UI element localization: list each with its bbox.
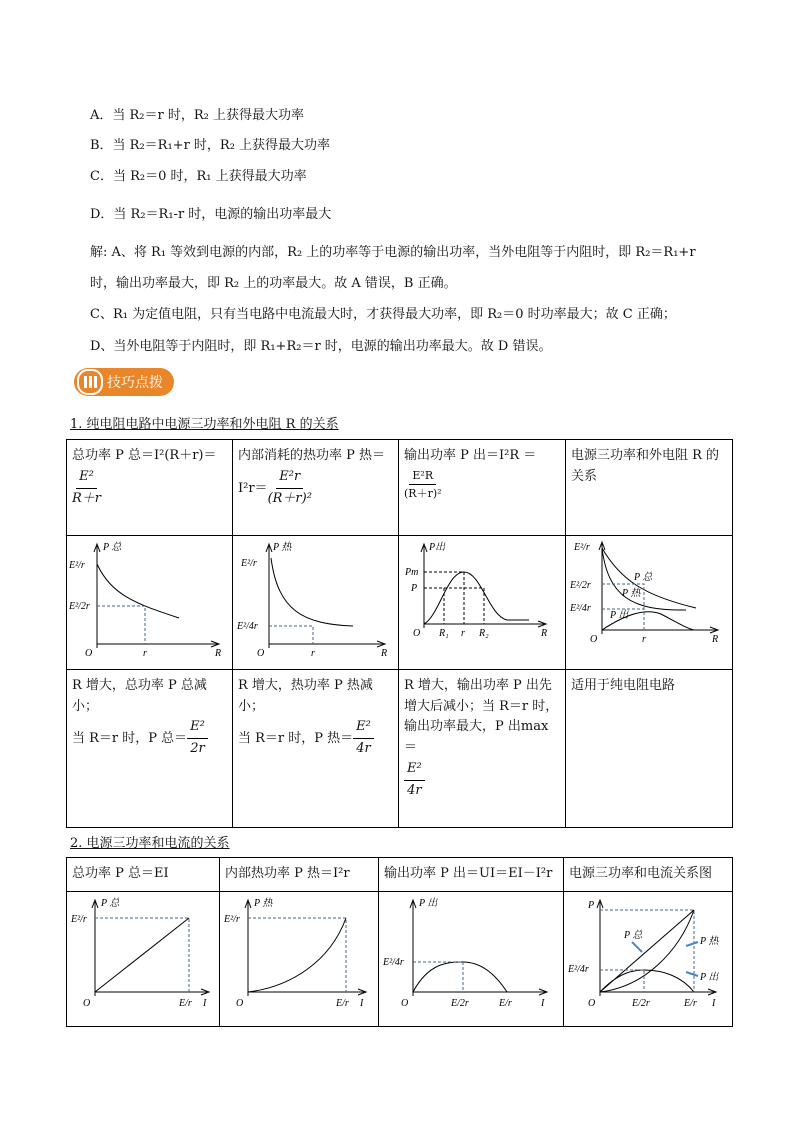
tips-badge	[74, 368, 174, 396]
x-label: R	[541, 628, 548, 639]
tick-label: Pm	[405, 567, 419, 578]
origin-label: O	[83, 997, 91, 1009]
formula-part: E²	[187, 717, 208, 739]
formula	[404, 759, 425, 802]
header-output-power: 输出功率 P 出＝UI＝EI－I²r	[379, 858, 564, 892]
header-heat-power	[233, 440, 399, 536]
formula-part: 2r	[190, 741, 205, 757]
formula	[187, 717, 208, 760]
y-label: P 总	[103, 542, 122, 553]
tick-label: r	[143, 648, 147, 659]
graph-output-power-vs-r	[399, 536, 566, 670]
formula-part: R＋r	[72, 490, 102, 506]
formula-part: E²	[404, 759, 425, 781]
header-text: 总功率 P 总＝I²(R＋r)＝	[72, 448, 217, 463]
graph-three-powers-vs-i	[564, 891, 733, 1026]
tick-label: E²/r	[224, 913, 240, 925]
y-label: P 热	[273, 542, 292, 553]
graph-three-powers-vs-r	[566, 536, 733, 670]
curve-label: P 热	[622, 588, 641, 599]
tick-label: E²/4r	[568, 963, 589, 975]
origin-label: O	[413, 628, 421, 639]
power-resistance-table	[66, 439, 733, 828]
formula	[268, 467, 312, 510]
formula-part: (R＋r)²	[267, 490, 312, 506]
formula-part: E²	[76, 467, 97, 489]
tick-label: E/2r	[451, 997, 469, 1009]
tick-label: R₁	[439, 628, 449, 639]
desc-heat-power	[233, 669, 399, 827]
tick-label: E²/r	[574, 542, 590, 553]
x-label: R	[215, 648, 222, 659]
desc-total-power	[67, 669, 233, 827]
tick-label: E/r	[336, 997, 349, 1009]
curve-label: P 总	[634, 572, 653, 583]
solution-line: 解: A、将 R₁ 等效到电源的内部，R₂ 上的功率等于电源的输出功率，当外电阻等于内阻时，即 R₂＝R₁+r	[90, 245, 696, 260]
curve-label: P 热	[700, 935, 719, 947]
formula-prefix: I²r＝	[238, 480, 268, 496]
header-relation: 电源三功率和电流关系图	[564, 858, 733, 892]
solution-line: D、当外电阻等于内阻时，即 R₁+R₂＝r 时，电源的输出功率最大。故 D 错误。	[90, 339, 552, 354]
tick-label: r	[311, 648, 315, 659]
formula-part: 4r	[407, 782, 422, 798]
graph-heat-power-vs-i	[220, 891, 379, 1026]
header-relation: 电源三功率和外电阻 R 的关系	[566, 440, 733, 536]
formula	[353, 717, 374, 760]
y-label: P 总	[101, 897, 120, 909]
formula-part: (R＋r)²	[404, 487, 442, 501]
tick-label: E/2r	[632, 997, 650, 1009]
formula-part: E²R	[409, 467, 436, 486]
x-label: I	[360, 997, 364, 1009]
origin-label: O	[236, 997, 244, 1009]
x-label: R	[381, 648, 388, 659]
tick-label: E²/4r	[237, 621, 258, 632]
option-d: D．当 R₂＝R₁-r 时，电源的输出功率最大	[90, 207, 332, 222]
tick-label: E²/r	[71, 913, 87, 925]
x-label: I	[541, 997, 545, 1009]
x-label: I	[203, 997, 207, 1009]
origin-label: O	[590, 634, 598, 645]
curve-label: P 总	[624, 929, 643, 941]
desc-output-power	[399, 669, 566, 827]
option-c: C．当 R₂＝0 时，R₁ 上获得最大功率	[90, 169, 307, 184]
header-text: 内部消耗的热功率 P 热＝	[238, 448, 386, 463]
solution-line: 时，输出功率最大，即 R₂ 上的功率最大。故 A 错误，B 正确。	[90, 276, 457, 291]
tick-label: E/r	[179, 997, 192, 1009]
x-label: R	[712, 634, 719, 645]
curve-label: P 出	[700, 971, 719, 983]
desc-text: R 增大，输出功率 P 出先增大后减小；当 R＝r 时，输出功率最大，P 出max＝	[404, 677, 559, 756]
formula	[72, 467, 101, 510]
origin-label: O	[401, 997, 409, 1009]
books-icon	[77, 369, 103, 395]
formula-part: 4r	[356, 741, 371, 757]
desc-relation: 适用于纯电阻电路	[566, 669, 733, 827]
tick-label: E²/2r	[69, 601, 90, 612]
desc-text: 当 R＝r 时，P 热＝	[238, 731, 354, 747]
header-heat-power: 内部热功率 P 热＝I²r	[220, 858, 379, 892]
tick-label: P	[411, 583, 418, 594]
origin-label: O	[257, 648, 265, 659]
tick-label: E²/r	[69, 560, 85, 571]
badge-label: 技巧点拨	[107, 375, 163, 391]
graph-total-power-vs-r	[67, 536, 233, 670]
tick-label: R₂	[479, 628, 489, 639]
formula-part: E²	[353, 717, 374, 739]
desc-text: 当 R＝r 时，P 总＝	[72, 731, 188, 747]
tick-label: E²/r	[241, 558, 257, 569]
formula	[404, 467, 442, 503]
y-label: P 出	[419, 897, 438, 909]
header-total-power: 总功率 P 总＝EI	[67, 858, 220, 892]
y-label: P	[588, 899, 595, 911]
header-total-power	[67, 440, 233, 536]
formula-part: E²r	[276, 467, 303, 489]
tick-label: r	[461, 628, 465, 639]
tick-label: E²/2r	[570, 580, 591, 591]
tick-label: r	[642, 634, 646, 645]
header-output-power	[399, 440, 566, 536]
solution-line: C、R₁ 为定值电阻，只有当电路中电流最大时，才获得最大功率，即 R₂＝0 时功率最大；故 C 正确；	[90, 307, 676, 322]
tick-label: E/r	[684, 997, 697, 1009]
origin-label: O	[588, 997, 596, 1009]
section-1-title: 1. 纯电阻电路中电源三功率和外电阻 R 的关系	[70, 417, 339, 432]
section-2-title: 2. 电源三功率和电流的关系	[70, 836, 230, 851]
origin-label: O	[85, 648, 93, 659]
y-label: P出	[429, 542, 446, 553]
graph-total-power-vs-i	[67, 891, 220, 1026]
header-text: 输出功率 P 出＝I²R ＝	[404, 448, 537, 463]
desc-text: R 增大，总功率 P 总减小；	[72, 677, 207, 714]
curve-label: P 出	[610, 610, 629, 621]
tick-label: E²/4r	[383, 956, 404, 968]
power-current-table	[66, 857, 733, 1027]
tick-label: E²/4r	[570, 603, 591, 614]
tick-label: E/r	[499, 997, 512, 1009]
option-b: B．当 R₂＝R₁+r 时，R₂ 上获得最大功率	[90, 138, 331, 153]
option-a: A．当 R₂＝r 时，R₂ 上获得最大功率	[90, 108, 304, 123]
graph-heat-power-vs-r	[233, 536, 399, 670]
x-label: I	[712, 997, 716, 1009]
y-label: P 热	[254, 897, 273, 909]
graph-output-power-vs-i	[379, 891, 564, 1026]
desc-text: R 增大，热功率 P 热减小；	[238, 677, 373, 714]
